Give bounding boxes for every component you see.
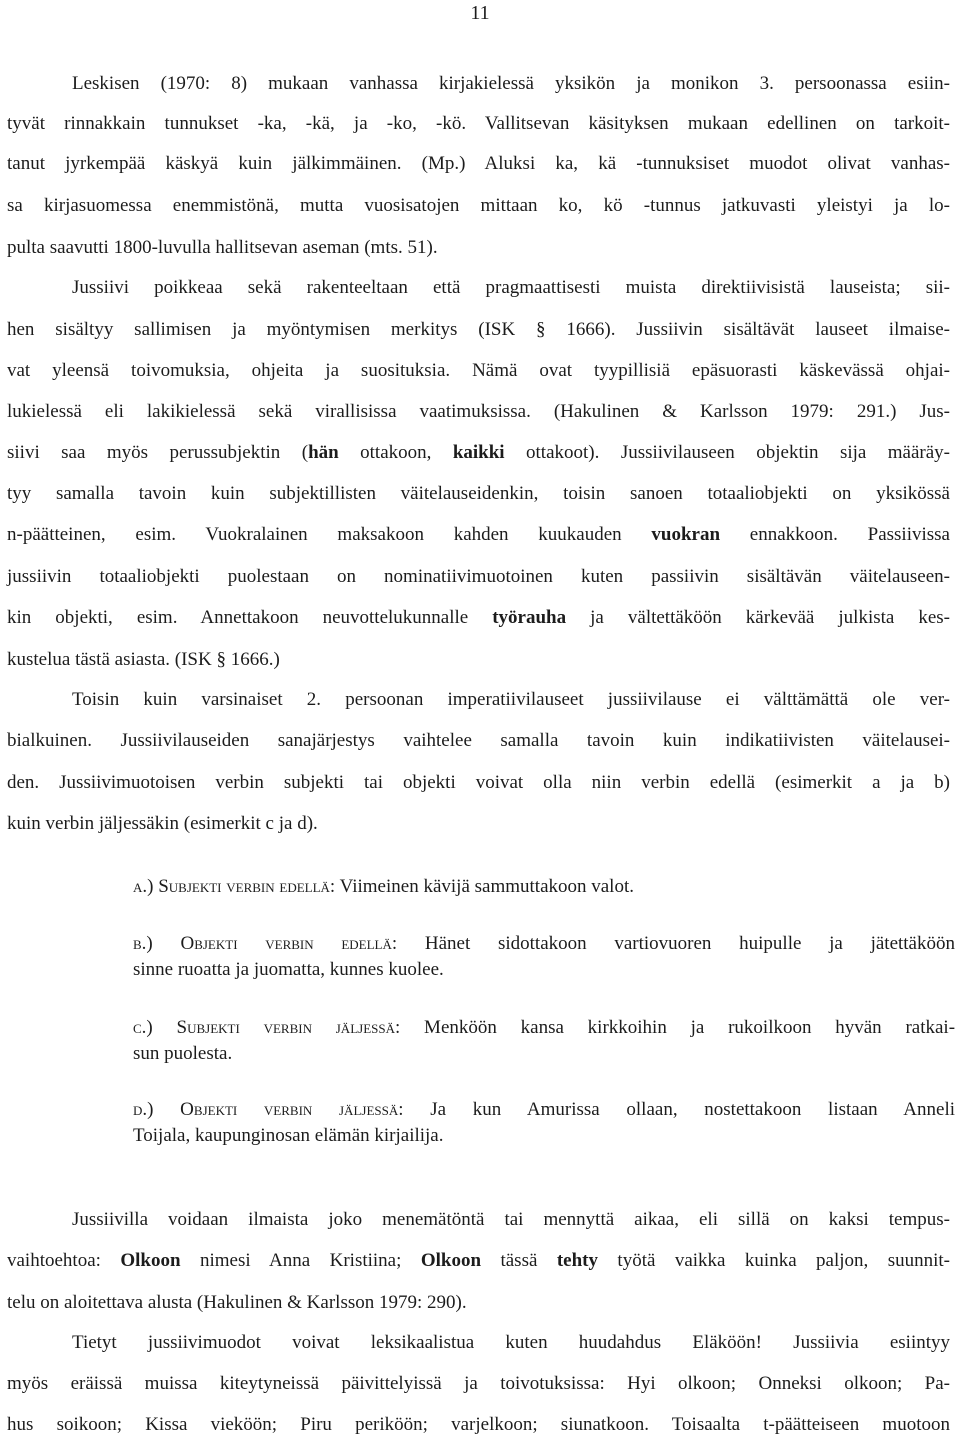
text-line: [7, 1291, 467, 1315]
text-line: [7, 812, 318, 836]
text-run: tyy samalla tavoin kuin subjektillisten väitelauseidenkin, toisin sanoen totaaliobjekti on yksikössä: [7, 483, 950, 504]
text-line: [7, 112, 950, 136]
text-run: hen sisältyy sallimisen ja myöntymisen merkitys (ISK § 1666). Jussiivin sisältävät lauseet ilmaise-: [7, 319, 950, 340]
text-line: [7, 441, 950, 465]
text-run: Jussiivilla voidaan ilmaista joko menemätöntä tai mennyttä aikaa, eli sillä on kaksi tempus-: [72, 1209, 950, 1230]
text-run: ottakoot). Jussiivilauseen objektin sija määräy-: [504, 442, 950, 463]
text-run: ennakkoon. Passiivissa: [720, 524, 950, 545]
text-run: tyvät rinnakkain tunnukset -ka, -kä, ja -ko, -kö. Vallitsevan käsityksen mukaan edellinen on tarkoit-: [7, 113, 950, 134]
text-run: Tietyt jussiivimuodot voivat leksikaalistua kuten huudahdus Eläköön! Jussiivia esiintyy: [72, 1332, 950, 1353]
example-line: [133, 1098, 955, 1122]
text-run: Jussiivi poikkeaa sekä rakenteeltaan että pragmaattisesti muista direktiivisistä lauseista; sii-: [72, 277, 950, 298]
example-heading: Subjekti verbin edellä:: [158, 876, 336, 897]
bold-term: työrauha: [492, 607, 567, 628]
text-line: [7, 482, 950, 506]
text-line: [72, 1331, 950, 1355]
example-line: [133, 1042, 232, 1066]
bold-term: kaikki: [452, 442, 505, 463]
text-line: [72, 72, 950, 96]
example-text: Ja kun Amurissa ollaan, nostettakoon listaan Anneli: [430, 1099, 956, 1120]
example-label: c.): [133, 1017, 177, 1038]
text-line: [7, 1249, 950, 1273]
example-line: [133, 1124, 444, 1148]
example-label: d.): [133, 1099, 181, 1120]
example-text: Toijala, kaupunginosan elämän kirjailija.: [133, 1125, 444, 1146]
text-line: [7, 318, 950, 342]
text-run: den. Jussiivimuotoisen verbin subjekti tai objekti voivat olla niin verbin edellä (esimerkit a ja b): [7, 772, 950, 793]
text-line: [7, 565, 950, 589]
example-line: [133, 932, 955, 956]
text-run: lukielessä eli lakikielessä sekä virallisissa vaatimuksissa. (Hakulinen & Karlsson 1979: 291.) Jus-: [7, 401, 950, 422]
example-text: Viimeinen kävijä sammuttakoon valot.: [339, 876, 634, 897]
text-run: Toisin kuin varsinaiset 2. persoonan imperatiivilauseet jussiivilause ei välttämättä ole ver-: [72, 689, 950, 710]
text-line: [7, 194, 950, 218]
text-run: kin objekti, esim. Annettakoon neuvottelukunnalle: [7, 607, 493, 628]
text-line: [7, 523, 950, 547]
example-text: sinne ruoatta ja juomatta, kunnes kuolee.: [133, 959, 444, 980]
text-line: [72, 1208, 950, 1232]
text-run: tanut jyrkempää käskyä kuin jälkimmäinen. (Mp.) Aluksi ka, kä -tunnuksiset muodot olivat vanhas-: [7, 153, 950, 174]
text-run: tässä: [481, 1250, 557, 1271]
text-run: työtä vaikka kuinka paljon, suunnit-: [597, 1250, 950, 1271]
text-run: pulta saavutti 1800-luvulla hallitsevan aseman (mts. 51).: [7, 237, 438, 258]
page-number: 11: [470, 2, 490, 24]
example-text: Menköön kansa kirkkoihin ja rukoilkoon hyvän ratkai-: [424, 1017, 956, 1038]
text-line: [7, 771, 950, 795]
example-heading: Subjekti verbin jäljessä:: [176, 1017, 401, 1038]
example-label: a.): [133, 876, 159, 897]
text-run: Leskisen (1970: 8) mukaan vanhassa kirjakielessä yksikön ja monikon 3. persoonassa esiin-: [72, 73, 950, 94]
text-run: jussiivin totaaliobjekti puolestaan on nominatiivimuotoinen kuten passiivin sisältävän väitelauseen-: [7, 566, 950, 587]
text-line: [7, 152, 950, 176]
text-line: [7, 359, 950, 383]
example-line: [133, 958, 444, 982]
text-run: kuin verbin jäljessäkin (esimerkit c ja d).: [7, 813, 318, 834]
example-label: b.): [133, 933, 181, 954]
bold-term: tehty: [556, 1250, 598, 1271]
text-run: telu on aloitettava alusta (Hakulinen & Karlsson 1979: 290).: [7, 1292, 467, 1313]
text-line: [7, 1413, 950, 1437]
example-line: [133, 875, 634, 899]
text-run: vat yleensä toivomuksia, ohjeita ja suosituksia. Nämä ovat tyypillisiä epäsuorasti käskevässä ohjai-: [7, 360, 950, 381]
example-line: [133, 1016, 955, 1040]
example-text: sun puolesta.: [133, 1043, 233, 1064]
text-line: [72, 276, 950, 300]
text-run: bialkuinen. Jussiivilauseiden sanajärjestys vaihtelee samalla tavoin kuin indikatiivisten väitelausei-: [7, 730, 950, 751]
text-run: kustelua tästä asiasta. (ISK § 1666.): [7, 649, 280, 670]
example-heading: Objekti verbin edellä:: [180, 933, 398, 954]
text-run: myös eräissä muissa kiteytyneissä päivittelyissä ja toivotuksissa: Hyi olkoon; Onneksi olkoon; Pa-: [7, 1373, 950, 1394]
text-run: ja vältettäköön kärkevää julkista kes-: [566, 607, 950, 628]
text-line: [7, 1372, 950, 1396]
text-run: ottakoon,: [338, 442, 453, 463]
bold-term: Olkoon: [420, 1250, 482, 1271]
text-line: [7, 729, 950, 753]
text-line: [7, 606, 950, 630]
bold-term: vuokran: [651, 524, 721, 545]
bold-term: hän: [308, 442, 339, 463]
bold-term: Olkoon: [120, 1250, 181, 1271]
text-run: hus soikoon; Kissa vieköön; Piru periköön; varjelkoon; siunatkoon. Toisaalta t-päätteiseen muotoon: [7, 1414, 950, 1435]
text-run: vaihtoehtoa:: [7, 1250, 121, 1271]
text-run: n-päätteinen, esim. Vuokralainen maksakoon kahden kuukauden: [7, 524, 652, 545]
example-text: Hänet sidottakoon vartiovuoren huipulle ja jätettäköön: [424, 933, 955, 954]
text-run: sa kirjasuomessa enemmistönä, mutta vuosisatojen mittaan ko, kö -tunnus jatkuvasti yleistyi ja lo-: [7, 195, 950, 216]
text-line: [7, 236, 438, 260]
text-line: [7, 648, 280, 672]
text-run: nimesi Anna Kristiina;: [180, 1250, 421, 1271]
text-run: siivi saa myös perussubjektin (: [7, 442, 309, 463]
text-line: [7, 400, 950, 424]
example-heading: Objekti verbin jäljessä:: [180, 1099, 404, 1120]
text-line: [72, 688, 950, 712]
